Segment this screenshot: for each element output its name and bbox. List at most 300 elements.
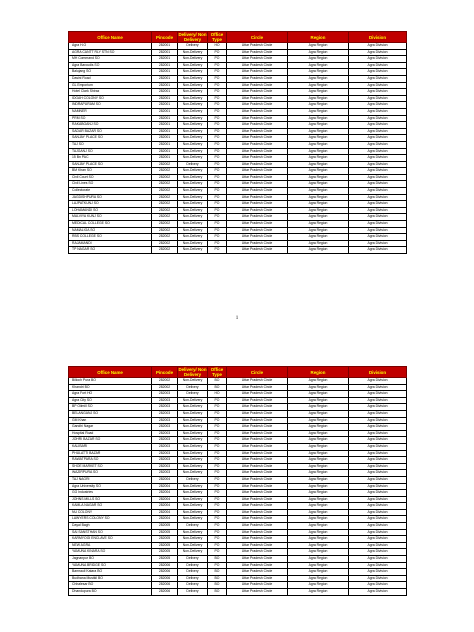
pincode-cell: 282002 bbox=[152, 188, 178, 195]
region-cell: Agra Region bbox=[288, 463, 349, 470]
delivery-cell: Non-Delivery bbox=[178, 443, 208, 450]
division-cell: Agra Division bbox=[349, 450, 407, 457]
circle-cell: Uttar Pradesh Circle bbox=[227, 562, 288, 569]
region-cell: Agra Region bbox=[288, 174, 349, 181]
office-name-cell: BM Khan SO bbox=[69, 168, 152, 175]
region-cell: Agra Region bbox=[288, 503, 349, 510]
pincode-cell: 282006 bbox=[152, 589, 178, 596]
division-cell: Agra Division bbox=[349, 476, 407, 483]
pincode-cell: 282004 bbox=[152, 516, 178, 523]
delivery-cell: Non-Delivery bbox=[178, 529, 208, 536]
pincode-cell: 282002 bbox=[152, 221, 178, 228]
division-cell: Agra Division bbox=[349, 240, 407, 247]
pincode-cell: 282003 bbox=[152, 443, 178, 450]
office-type-cell: PO bbox=[208, 82, 227, 89]
circle-cell: Uttar Pradesh Circle bbox=[227, 457, 288, 464]
header-office-type: Office Type bbox=[208, 32, 227, 43]
office-type-cell: PO bbox=[208, 496, 227, 503]
delivery-cell: Non-Delivery bbox=[178, 69, 208, 76]
division-cell: Agra Division bbox=[349, 108, 407, 115]
office-type-cell: PO bbox=[208, 69, 227, 76]
delivery-cell: Non-Delivery bbox=[178, 155, 208, 162]
division-cell: Agra Division bbox=[349, 589, 407, 596]
delivery-cell: Non-Delivery bbox=[178, 115, 208, 122]
office-type-cell: PO bbox=[208, 49, 227, 56]
region-cell: Agra Region bbox=[288, 148, 349, 155]
circle-cell: Uttar Pradesh Circle bbox=[227, 569, 288, 576]
table-row bbox=[69, 424, 407, 431]
table-row bbox=[69, 404, 407, 411]
pincode-cell: 282006 bbox=[152, 582, 178, 589]
division-cell: Agra Division bbox=[349, 174, 407, 181]
division-cell: Agra Division bbox=[349, 410, 407, 417]
circle-cell: Uttar Pradesh Circle bbox=[227, 417, 288, 424]
region-cell: Agra Region bbox=[288, 410, 349, 417]
region-cell: Agra Region bbox=[288, 141, 349, 148]
region-cell: Agra Region bbox=[288, 240, 349, 247]
header-division: Division bbox=[349, 32, 407, 43]
office-name-cell: JOHRI BAZAR SO bbox=[69, 437, 152, 444]
office-type-cell: PO bbox=[208, 424, 227, 431]
delivery-cell: Non-Delivery bbox=[178, 207, 208, 214]
table-row bbox=[69, 227, 407, 234]
region-cell: Agra Region bbox=[288, 562, 349, 569]
office-type-cell: PO bbox=[208, 404, 227, 411]
pincode-cell: 282003 bbox=[152, 417, 178, 424]
division-cell: Agra Division bbox=[349, 569, 407, 576]
office-name-cell: NU COLONY bbox=[69, 509, 152, 516]
office-type-cell: PO bbox=[208, 529, 227, 536]
office-name-cell: Agra Fort HO bbox=[69, 391, 152, 398]
pincode-cell: 282005 bbox=[152, 523, 178, 530]
pincode-cell: 282001 bbox=[152, 82, 178, 89]
table-row bbox=[69, 214, 407, 221]
division-cell: Agra Division bbox=[349, 227, 407, 234]
office-name-cell: JAGDISHPURA SO bbox=[69, 194, 152, 201]
division-cell: Agra Division bbox=[349, 122, 407, 129]
circle-cell: Uttar Pradesh Circle bbox=[227, 384, 288, 391]
delivery-cell: Non-Delivery bbox=[178, 437, 208, 444]
office-name-cell: Dayal Bagh bbox=[69, 523, 152, 530]
division-cell: Agra Division bbox=[349, 201, 407, 208]
circle-cell: Uttar Pradesh Circle bbox=[227, 148, 288, 155]
circle-cell: Uttar Pradesh Circle bbox=[227, 424, 288, 431]
region-cell: Agra Region bbox=[288, 214, 349, 221]
division-cell: Agra Division bbox=[349, 417, 407, 424]
division-cell: Agra Division bbox=[349, 378, 407, 385]
header-circle: Circle bbox=[227, 367, 288, 378]
delivery-cell: Non-Delivery bbox=[178, 430, 208, 437]
delivery-cell: Non-Delivery bbox=[178, 102, 208, 109]
circle-cell: Uttar Pradesh Circle bbox=[227, 516, 288, 523]
office-name-cell: MALVIYA KUNJ SO bbox=[69, 214, 152, 221]
pincode-cell: 282001 bbox=[152, 69, 178, 76]
division-cell: Agra Division bbox=[349, 582, 407, 589]
office-type-cell: PO bbox=[208, 536, 227, 543]
delivery-cell: Non-Delivery bbox=[178, 417, 208, 424]
table-row bbox=[69, 437, 407, 444]
circle-cell: Uttar Pradesh Circle bbox=[227, 108, 288, 115]
pincode-cell: 282003 bbox=[152, 424, 178, 431]
delivery-cell: Non-Delivery bbox=[178, 168, 208, 175]
pincode-cell: 282006 bbox=[152, 569, 178, 576]
table-row bbox=[69, 463, 407, 470]
circle-cell: Uttar Pradesh Circle bbox=[227, 443, 288, 450]
office-name-cell: LAJPATKUNJ SO bbox=[69, 201, 152, 208]
office-name-cell: AGRA CANTT RLY STN SO bbox=[69, 49, 152, 56]
office-name-cell: Dhandupura BO bbox=[69, 589, 152, 596]
pincode-cell: 282002 bbox=[152, 201, 178, 208]
table-row bbox=[69, 556, 407, 563]
office-type-cell: PO bbox=[208, 102, 227, 109]
region-cell: Agra Region bbox=[288, 490, 349, 497]
division-cell: Agra Division bbox=[349, 141, 407, 148]
pincode-cell: 282001 bbox=[152, 108, 178, 115]
region-cell: Agra Region bbox=[288, 430, 349, 437]
table-row bbox=[69, 174, 407, 181]
table-row bbox=[69, 483, 407, 490]
table-row bbox=[69, 542, 407, 549]
division-cell: Agra Division bbox=[349, 463, 407, 470]
table-row bbox=[69, 417, 407, 424]
delivery-cell: Non-Delivery bbox=[178, 496, 208, 503]
pincode-cell: 282001 bbox=[152, 155, 178, 162]
division-cell: Agra Division bbox=[349, 128, 407, 135]
office-type-cell: PO bbox=[208, 201, 227, 208]
delivery-cell: Non-Delivery bbox=[178, 95, 208, 102]
delivery-cell: Delivery bbox=[178, 384, 208, 391]
division-cell: Agra Division bbox=[349, 69, 407, 76]
region-cell: Agra Region bbox=[288, 102, 349, 109]
office-type-cell: PO bbox=[208, 56, 227, 63]
office-name-cell: Hospital Road bbox=[69, 430, 152, 437]
region-cell: Agra Region bbox=[288, 161, 349, 168]
office-name-cell: BELANGANJ SO bbox=[69, 410, 152, 417]
region-cell: Agra Region bbox=[288, 404, 349, 411]
office-name-cell: NAMNER bbox=[69, 108, 152, 115]
circle-cell: Uttar Pradesh Circle bbox=[227, 128, 288, 135]
region-cell: Agra Region bbox=[288, 128, 349, 135]
office-type-cell: PO bbox=[208, 234, 227, 241]
delivery-cell: Non-Delivery bbox=[178, 122, 208, 129]
circle-cell: Uttar Pradesh Circle bbox=[227, 589, 288, 596]
office-type-cell: PO bbox=[208, 417, 227, 424]
region-cell: Agra Region bbox=[288, 391, 349, 398]
delivery-cell: Non-Delivery bbox=[178, 410, 208, 417]
division-cell: Agra Division bbox=[349, 562, 407, 569]
division-cell: Agra Division bbox=[349, 168, 407, 175]
office-type-cell: PO bbox=[208, 437, 227, 444]
region-cell: Agra Region bbox=[288, 95, 349, 102]
pincode-cell: 282001 bbox=[152, 115, 178, 122]
office-name-cell: GL Emporium bbox=[69, 82, 152, 89]
office-name-cell: Budhana Mustkil BO bbox=[69, 575, 152, 582]
delivery-cell: Delivery bbox=[178, 556, 208, 563]
header-delivery: Delivery/ Non Delivery bbox=[178, 367, 207, 377]
circle-cell: Uttar Pradesh Circle bbox=[227, 62, 288, 69]
region-cell: Agra Region bbox=[288, 384, 349, 391]
division-cell: Agra Division bbox=[349, 194, 407, 201]
division-cell: Agra Division bbox=[349, 102, 407, 109]
region-cell: Agra Region bbox=[288, 470, 349, 477]
region-cell: Agra Region bbox=[288, 542, 349, 549]
office-type-cell: PO bbox=[208, 122, 227, 129]
office-type-cell: PO bbox=[208, 247, 227, 254]
circle-cell: Uttar Pradesh Circle bbox=[227, 75, 288, 82]
circle-cell: Uttar Pradesh Circle bbox=[227, 391, 288, 398]
circle-cell: Uttar Pradesh Circle bbox=[227, 135, 288, 142]
region-cell: Agra Region bbox=[288, 457, 349, 464]
circle-cell: Uttar Pradesh Circle bbox=[227, 214, 288, 221]
table-row bbox=[69, 529, 407, 536]
circle-cell: Uttar Pradesh Circle bbox=[227, 168, 288, 175]
division-cell: Agra Division bbox=[349, 188, 407, 195]
circle-cell: Uttar Pradesh Circle bbox=[227, 207, 288, 214]
delivery-cell: Non-Delivery bbox=[178, 227, 208, 234]
office-name-cell: KARMYOGI ENCLAVE SO bbox=[69, 536, 152, 543]
delivery-cell: Non-Delivery bbox=[178, 549, 208, 556]
pincode-cell: 282001 bbox=[152, 56, 178, 63]
pincode-cell: 282002 bbox=[152, 214, 178, 221]
pincode-cell: 282004 bbox=[152, 503, 178, 510]
pincode-cell: 282001 bbox=[152, 128, 178, 135]
office-type-cell: PO bbox=[208, 188, 227, 195]
table-row bbox=[69, 450, 407, 457]
office-type-cell: PO bbox=[208, 509, 227, 516]
delivery-cell: Non-Delivery bbox=[178, 221, 208, 228]
delivery-cell: Non-Delivery bbox=[178, 378, 208, 385]
office-type-cell: PO bbox=[208, 89, 227, 96]
division-cell: Agra Division bbox=[349, 404, 407, 411]
delivery-cell: Non-Delivery bbox=[178, 542, 208, 549]
circle-cell: Uttar Pradesh Circle bbox=[227, 523, 288, 530]
division-cell: Agra Division bbox=[349, 89, 407, 96]
office-name-cell: RAWATPARA SO bbox=[69, 457, 152, 464]
table-row bbox=[69, 115, 407, 122]
table-row bbox=[69, 569, 407, 576]
delivery-cell: Non-Delivery bbox=[178, 128, 208, 135]
circle-cell: Uttar Pradesh Circle bbox=[227, 529, 288, 536]
division-cell: Agra Division bbox=[349, 536, 407, 543]
office-type-cell: PO bbox=[208, 443, 227, 450]
office-name-cell: SAI SANSTHAN SO bbox=[69, 529, 152, 536]
table-row bbox=[69, 562, 407, 569]
post-office-table-page-2 bbox=[68, 366, 407, 596]
pincode-cell: 282001 bbox=[152, 122, 178, 129]
office-type-cell: PO bbox=[208, 207, 227, 214]
division-cell: Agra Division bbox=[349, 49, 407, 56]
delivery-cell: Non-Delivery bbox=[178, 141, 208, 148]
office-type-cell: PO bbox=[208, 542, 227, 549]
table-row bbox=[69, 135, 407, 142]
pincode-cell: 282003 bbox=[152, 437, 178, 444]
office-type-cell: PO bbox=[208, 62, 227, 69]
table-row bbox=[69, 516, 407, 523]
table-row bbox=[69, 589, 407, 596]
region-cell: Agra Region bbox=[288, 62, 349, 69]
table-row bbox=[69, 582, 407, 589]
pincode-cell: 282003 bbox=[152, 430, 178, 437]
office-name-cell: TAJ NAGRI bbox=[69, 476, 152, 483]
delivery-cell: Non-Delivery bbox=[178, 49, 208, 56]
table-row bbox=[69, 443, 407, 450]
table-row bbox=[69, 496, 407, 503]
division-cell: Agra Division bbox=[349, 575, 407, 582]
office-name-cell: Chhalesar BO bbox=[69, 582, 152, 589]
office-name-cell: GM Khan bbox=[69, 417, 152, 424]
division-cell: Agra Division bbox=[349, 457, 407, 464]
delivery-cell: Delivery bbox=[178, 582, 208, 589]
region-cell: Agra Region bbox=[288, 437, 349, 444]
pincode-cell: 282001 bbox=[152, 75, 178, 82]
header-pincode: Pincode bbox=[152, 32, 178, 43]
delivery-cell: Non-Delivery bbox=[178, 509, 208, 516]
delivery-cell: Non-Delivery bbox=[178, 174, 208, 181]
office-type-cell: PO bbox=[208, 523, 227, 530]
division-cell: Agra Division bbox=[349, 523, 407, 530]
table-row bbox=[69, 102, 407, 109]
division-cell: Agra Division bbox=[349, 391, 407, 398]
region-cell: Agra Region bbox=[288, 417, 349, 424]
circle-cell: Uttar Pradesh Circle bbox=[227, 378, 288, 385]
region-cell: Agra Region bbox=[288, 450, 349, 457]
office-name-cell: TAJGANJ SO bbox=[69, 148, 152, 155]
circle-cell: Uttar Pradesh Circle bbox=[227, 201, 288, 208]
office-name-cell: TAJ SO bbox=[69, 141, 152, 148]
division-cell: Agra Division bbox=[349, 155, 407, 162]
region-cell: Agra Region bbox=[288, 589, 349, 596]
office-name-cell: Agra H.O bbox=[69, 43, 152, 50]
delivery-cell: Delivery bbox=[178, 476, 208, 483]
region-cell: Agra Region bbox=[288, 194, 349, 201]
office-name-cell: MH Command SO bbox=[69, 56, 152, 63]
page-1 bbox=[68, 31, 406, 254]
region-cell: Agra Region bbox=[288, 135, 349, 142]
region-cell: Agra Region bbox=[288, 108, 349, 115]
office-type-cell: PO bbox=[208, 516, 227, 523]
office-type-cell: PO bbox=[208, 450, 227, 457]
table-row bbox=[69, 108, 407, 115]
office-type-cell: PO bbox=[208, 155, 227, 162]
table-row bbox=[69, 221, 407, 228]
pincode-cell: 282002 bbox=[152, 227, 178, 234]
office-type-cell: BO bbox=[208, 378, 227, 385]
delivery-cell: Delivery bbox=[178, 43, 208, 50]
office-type-cell: PO bbox=[208, 194, 227, 201]
office-type-cell: HO bbox=[208, 43, 227, 50]
office-type-cell: BO bbox=[208, 589, 227, 596]
office-type-cell: HO bbox=[208, 391, 227, 398]
pincode-cell: 282001 bbox=[152, 135, 178, 142]
division-cell: Agra Division bbox=[349, 542, 407, 549]
table-row bbox=[69, 188, 407, 195]
delivery-cell: Non-Delivery bbox=[178, 234, 208, 241]
region-cell: Agra Region bbox=[288, 424, 349, 431]
table-row bbox=[69, 378, 407, 385]
pincode-cell: 282003 bbox=[152, 397, 178, 404]
table-row bbox=[69, 155, 407, 162]
region-cell: Agra Region bbox=[288, 181, 349, 188]
circle-cell: Uttar Pradesh Circle bbox=[227, 542, 288, 549]
page-2 bbox=[68, 366, 406, 596]
header-row bbox=[69, 32, 407, 43]
pincode-cell: 282003 bbox=[152, 391, 178, 398]
table-row bbox=[69, 391, 407, 398]
circle-cell: Uttar Pradesh Circle bbox=[227, 490, 288, 497]
office-name-cell: Collectorate bbox=[69, 188, 152, 195]
region-cell: Agra Region bbox=[288, 115, 349, 122]
office-type-cell: PO bbox=[208, 141, 227, 148]
circle-cell: Uttar Pradesh Circle bbox=[227, 476, 288, 483]
pincode-cell: 282001 bbox=[152, 49, 178, 56]
office-name-cell: Bamrauli Katara BO bbox=[69, 569, 152, 576]
table-row bbox=[69, 181, 407, 188]
delivery-cell: Non-Delivery bbox=[178, 457, 208, 464]
office-name-cell: RAJAMANDI bbox=[69, 240, 152, 247]
table-row bbox=[69, 194, 407, 201]
circle-cell: Uttar Pradesh Circle bbox=[227, 509, 288, 516]
region-cell: Agra Region bbox=[288, 523, 349, 530]
division-cell: Agra Division bbox=[349, 62, 407, 69]
region-cell: Agra Region bbox=[288, 43, 349, 50]
office-name-cell: JOHNS MILLS SO bbox=[69, 496, 152, 503]
pincode-cell: 282004 bbox=[152, 490, 178, 497]
office-type-cell: BO bbox=[208, 556, 227, 563]
pincode-cell: 282004 bbox=[152, 476, 178, 483]
delivery-cell: Delivery bbox=[178, 161, 208, 168]
pincode-cell: 282003 bbox=[152, 404, 178, 411]
office-name-cell: Jagnanpur BO bbox=[69, 556, 152, 563]
office-name-cell: Gandhi Nagar bbox=[69, 424, 152, 431]
division-cell: Agra Division bbox=[349, 490, 407, 497]
pincode-cell: 282004 bbox=[152, 509, 178, 516]
header-office-name: Office Name bbox=[69, 367, 152, 378]
circle-cell: Uttar Pradesh Circle bbox=[227, 43, 288, 50]
office-name-cell: RAKABGANJ SO bbox=[69, 122, 152, 129]
office-type-cell: PO bbox=[208, 95, 227, 102]
region-cell: Agra Region bbox=[288, 82, 349, 89]
pincode-cell: 282002 bbox=[152, 384, 178, 391]
circle-cell: Uttar Pradesh Circle bbox=[227, 503, 288, 510]
office-type-cell: PO bbox=[208, 128, 227, 135]
division-cell: Agra Division bbox=[349, 214, 407, 221]
circle-cell: Uttar Pradesh Circle bbox=[227, 410, 288, 417]
office-name-cell: NEW AGRA bbox=[69, 542, 152, 549]
division-cell: Agra Division bbox=[349, 234, 407, 241]
delivery-cell: Delivery bbox=[178, 569, 208, 576]
delivery-cell: Non-Delivery bbox=[178, 470, 208, 477]
office-name-cell: WAZIRPURA SO bbox=[69, 470, 152, 477]
pincode-cell: 282001 bbox=[152, 43, 178, 50]
table-row bbox=[69, 470, 407, 477]
circle-cell: Uttar Pradesh Circle bbox=[227, 194, 288, 201]
office-name-cell: Billoch Pura BO bbox=[69, 378, 152, 385]
region-cell: Agra Region bbox=[288, 122, 349, 129]
table-row bbox=[69, 62, 407, 69]
division-cell: Agra Division bbox=[349, 483, 407, 490]
office-type-cell: PO bbox=[208, 476, 227, 483]
circle-cell: Uttar Pradesh Circle bbox=[227, 221, 288, 228]
circle-cell: Uttar Pradesh Circle bbox=[227, 161, 288, 168]
office-type-cell: PO bbox=[208, 463, 227, 470]
office-name-cell: 15 Bn PAC bbox=[69, 155, 152, 162]
delivery-cell: Non-Delivery bbox=[178, 536, 208, 543]
office-name-cell: Balujang SO bbox=[69, 69, 152, 76]
pincode-cell: 282005 bbox=[152, 529, 178, 536]
office-name-cell: SANJAY PLACE SO bbox=[69, 135, 152, 142]
office-type-cell: PO bbox=[208, 168, 227, 175]
table-row bbox=[69, 549, 407, 556]
